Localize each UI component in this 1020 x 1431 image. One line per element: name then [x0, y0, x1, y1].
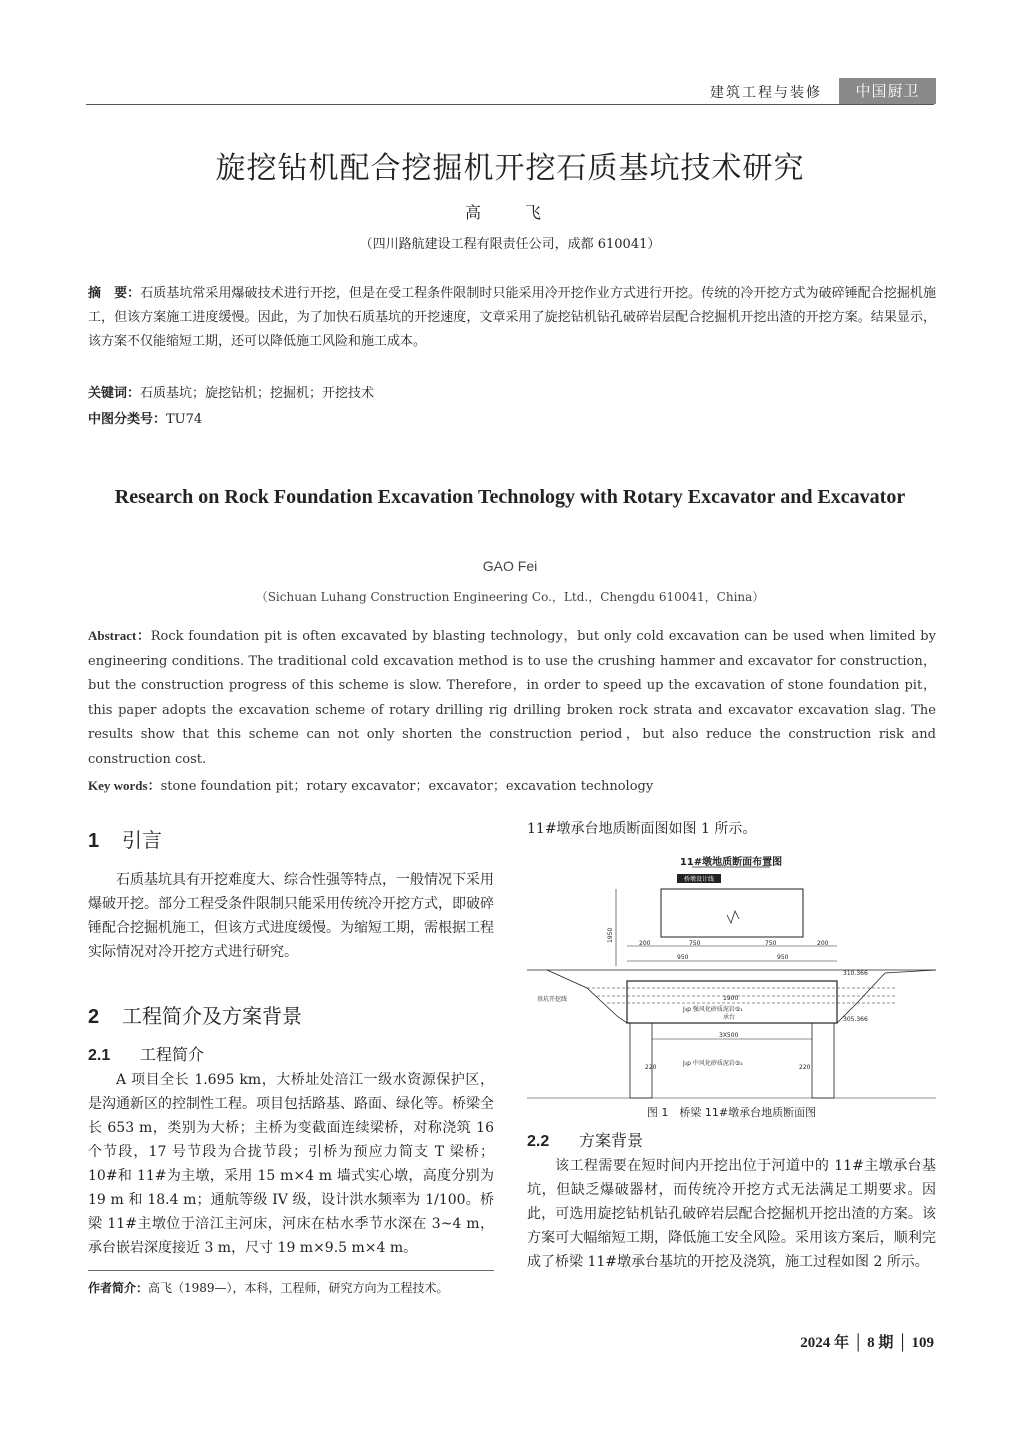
section-2-2-number: 2.2 — [527, 1133, 550, 1150]
figure-1-geologic-section — [527, 853, 936, 1103]
keywords-cn — [88, 382, 936, 406]
section-2-1-number: 2.1 — [88, 1047, 111, 1064]
figure-1-dim-750a: 750 — [689, 940, 701, 947]
affiliation-cn: （四川路航建设工程有限责任公司，成都 610041） — [359, 237, 661, 252]
paper-title-en: Research on Rock Foundation Excavation Technology with Rotary Excavator and Excavator — [114, 486, 906, 508]
keywords-en — [88, 774, 936, 800]
figure-1-pier-tag: 桥墩设计线 — [683, 876, 715, 883]
section-2-1-heading — [88, 1042, 494, 1065]
section-2-number: 2 — [88, 1006, 100, 1028]
author-footnote — [88, 1279, 494, 1296]
figure-1-dim-1950: 1950 — [607, 927, 614, 943]
figure-1-dim-950a: 950 — [677, 954, 689, 961]
abstract-cn-label: 摘 要： — [88, 286, 141, 301]
section-1-number: 1 — [88, 830, 100, 852]
keywords-en-text: stone foundation pit；rotary excavator；excavator；excavation technology — [160, 779, 654, 794]
clc-number — [88, 408, 936, 432]
journal-badge: 中国厨卫 — [839, 78, 936, 104]
figure-1-dim-950b: 950 — [777, 954, 789, 961]
section-2-2-body: 该工程需要在短时间内开挖出位于河道中的 11#主墩承台基坑，但缺乏爆破器材，而传统冷开挖方式无法满足工期要求。因此，可选用旋挖钻机钻孔破碎岩层配合挖掘机开挖出渣的方案。该方案可大幅缩短工期，降低施工安全风险。采用该方案后，顺利完成了桥梁 11#墩承台基坑的开挖及浇筑，施工过程如图 2 所示。 — [527, 1158, 936, 1270]
section-2-1-continued: 11#墩承台地质断面图如图 1 所示。 — [527, 821, 757, 837]
footnote-divider — [88, 1270, 494, 1271]
figure-1-dim-220b: 220 — [799, 1064, 811, 1071]
figure-1-elev-305: 305.366 — [843, 1016, 868, 1023]
section-2-1-title: 工程简介 — [140, 1045, 205, 1064]
author-en: GAO Fei — [482, 558, 538, 574]
figure-1-side-label: 基坑开挖线 — [537, 996, 568, 1003]
figure-1-caption: 图 1 桥梁 11#墩承台地质断面图 — [646, 1106, 817, 1119]
section-1-body: 石质基坑具有开挖难度大、综合性强等特点，一般情况下采用爆破开挖。部分工程受条件限制只能采用传统冷开挖方式，即破碎锤配合挖掘机施工，但该方式进度缓慢。为缩短工期，需根据工程实际情况对冷开挖方式进行研究。 — [88, 872, 494, 960]
section-2-2-title: 方案背景 — [579, 1131, 644, 1150]
section-2-heading — [88, 1000, 494, 1029]
keywords-cn-text: 石质基坑；旋挖钻机；挖掘机；开挖技术 — [140, 386, 375, 401]
abstract-cn — [88, 282, 936, 354]
page-footer: 2024 年 │ 8 期 │ 109 — [800, 1335, 934, 1351]
figure-1-dim-750b: 750 — [765, 940, 777, 947]
paper-title-cn: 旋挖钻机配合挖掘机开挖石质基坑技术研究 — [215, 151, 805, 186]
figure-1-dim-220a: 220 — [645, 1064, 657, 1071]
header-divider — [86, 104, 934, 105]
abstract-cn-text: 石质基坑常采用爆破技术进行开挖，但是在受工程条件限制时只能采用冷开挖作业方式进行开挖。传统的冷开挖方式为破碎锤配合挖掘机施工，但该方案施工进度缓慢。因此，为了加快石质基坑的开挖速度，文章采用了旋挖钻机钻孔破碎岩层配合挖掘机开挖出渣的开挖方案。结果显示，该方案不仅能缩短工期，还可以降低施工风险和施工成本。 — [88, 286, 936, 349]
figure-1-layer-1: J₃p 强风化砂质泥岩⑤₁ — [683, 1006, 743, 1013]
section-1-heading — [88, 824, 494, 853]
figure-1-dim-1900: 1900 — [723, 995, 739, 1002]
figure-1-layer-2: J₃p 中风化砂质泥岩⑤₂ — [683, 1060, 743, 1067]
footnote-label: 作者简介： — [88, 1281, 149, 1295]
abstract-en-label: Abstract： — [88, 628, 151, 643]
abstract-en-text: Rock foundation pit is often excavated by blasting technology，but only cold excavation can be used when limited by engineering conditions. The traditional cold excavation method is to use the crushing hammer and excavator for construction，but the construction progress of this scheme is slow. Therefore，in order to speed up the excavation of stone foundation pit，this paper adopts the excavation scheme of rotary drilling rig drilling broken rock strata and excavator excavation slag. The results show that this scheme can not only shorten the construction period，but also reduce the construction risk and construction cost. — [88, 629, 936, 767]
journal-section-name: 建筑工程与装修 — [710, 85, 822, 101]
keywords-en-label: Key words： — [88, 778, 161, 793]
figure-1-dim-3x500: 3X500 — [719, 1032, 739, 1039]
clc-label: 中图分类号： — [88, 412, 167, 427]
section-2-2-heading — [527, 1128, 936, 1151]
figure-1-dim-200a: 200 — [639, 940, 651, 947]
section-2-1-body: A 项目全长 1.695 km，大桥址处涪江一级水资源保护区，是沟通新区的控制性工程。项目包括路基、路面、绿化等。桥梁全长 653 m，类别为大桥；主桥为变截面连续梁桥，对称浇筑 16 个节段，17 号节段为合拢节段；引桥为预应力简支 T 梁桥；10#和 11#为主墩，采用 15 m×4 m 墙式实心墩，高度分别为 19 m 和 18.4 m；通航等级 IV 级，设计洪水频率为 1/100。桥梁 11#主墩位于涪江主河床，河床在枯水季节水深在 3~4 m，承台嵌岩深度接近 3 m，尺寸 19 m×9.5 m×4 m。 — [88, 1072, 494, 1256]
figure-1-cap-label: 承台 — [723, 1014, 736, 1021]
clc-text: TU74 — [166, 412, 203, 427]
footnote-text: 高飞（1989—），本科，工程师，研究方向为工程技术。 — [148, 1281, 449, 1295]
figure-1-dim-200b: 200 — [817, 940, 829, 947]
affiliation-en: （Sichuan Luhang Construction Engineering Co.，Ltd.，Chengdu 610041，China） — [255, 590, 765, 604]
author-cn: 高 飞 — [464, 203, 555, 222]
keywords-cn-label: 关键词： — [88, 386, 141, 401]
section-2-title: 工程简介及方案背景 — [122, 1004, 302, 1028]
abstract-en — [88, 624, 936, 772]
figure-1-title: 11#墩地质断面布置图 — [679, 857, 783, 868]
figure-1-elev-310: 310.366 — [843, 970, 868, 977]
section-1-title: 引言 — [122, 828, 162, 852]
